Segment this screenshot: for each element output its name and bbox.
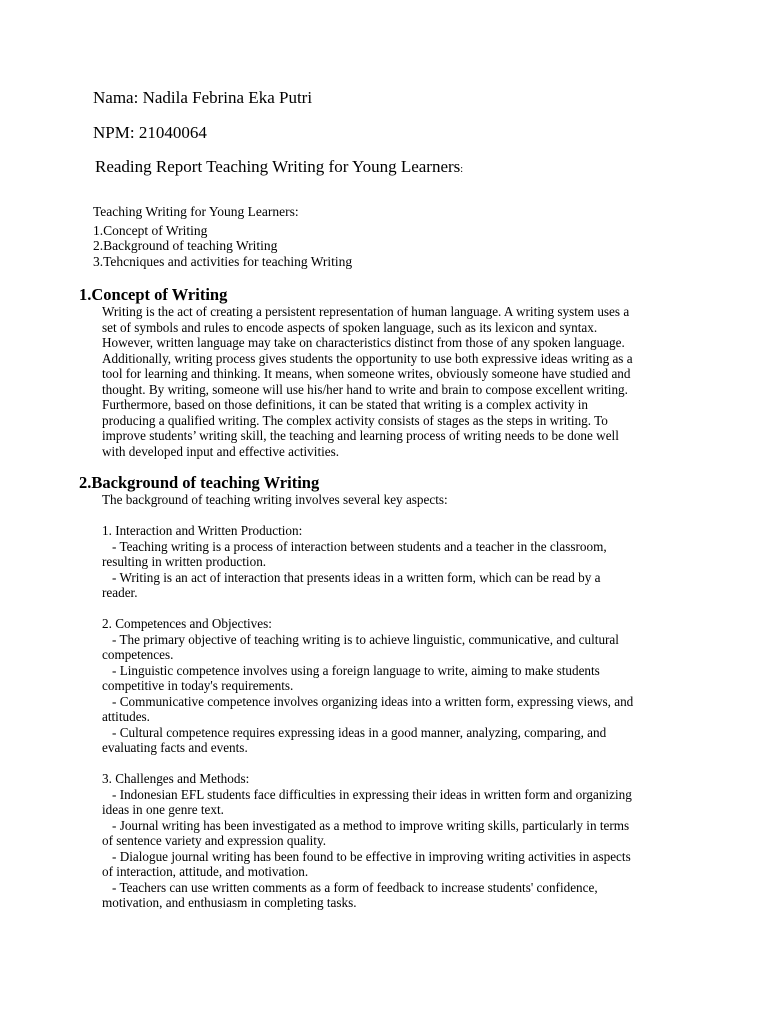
bullet-line: - Indonesian EFL students face difficulties in expressing their ideas in written form and organizing (112, 786, 632, 802)
paragraph-line: set of symbols and rules to encode aspects of spoken language, such as its lexicon and syntax. (102, 319, 598, 335)
section-2-intro: The background of teaching writing involves several key aspects: (102, 492, 448, 507)
paragraph-line: Additionally, writing process gives students the opportunity to use both expressive ideas writing as a (102, 350, 633, 366)
section-1-title: 1.Concept of Writing (79, 285, 228, 304)
bullet-line: - Teaching writing is a process of interaction between students and a teacher in the classroom, (112, 538, 607, 554)
bullet-continuation: attitudes. (102, 709, 150, 724)
bullet-continuation: evaluating facts and events. (102, 740, 248, 755)
bullet-continuation: of interaction, attitude, and motivation. (102, 864, 309, 879)
bullet-continuation: motivation, and enthusiasm in completing tasks. (102, 895, 357, 910)
toc-item: 1.Concept of Writing (93, 222, 208, 238)
bullet-continuation: ideas in one genre text. (102, 802, 224, 817)
table-of-contents (93, 204, 352, 269)
bullet-line: - Linguistic competence involves using a foreign language to write, aiming to make students (112, 662, 600, 678)
bullet-continuation: reader. (102, 585, 138, 600)
subsection-heading: 1. Interaction and Written Production: (102, 523, 303, 538)
subsection-heading: 2. Competences and Objectives: (102, 616, 272, 631)
toc-item: 2.Background of teaching Writing (93, 238, 278, 254)
section-1-body (102, 304, 677, 459)
bullet-continuation: resulting in written production. (102, 554, 267, 569)
subsection-heading: 3. Challenges and Methods: (102, 771, 250, 786)
bullet-continuation: of sentence variety and expression quality. (102, 833, 326, 848)
paragraph-line: tool for learning and thinking. It means, when someone writes, obviously someone have studied and (102, 366, 631, 381)
paragraph-line: Writing is the act of creating a persistent representation of human language. A writing system uses a (102, 304, 630, 319)
bullet-line: - The primary objective of teaching writing is to achieve linguistic, communicative, and cultural (112, 631, 619, 647)
paragraph-line: producing a qualified writing. The complex activity consists of stages as the steps in writing. To (102, 412, 608, 428)
paragraph-line: However, written language may take on characteristics distinct from those of any spoken language. (102, 335, 625, 350)
bullet-line: - Cultural competence requires expressing ideas in a good manner, analyzing, comparing, and (112, 724, 607, 740)
bullet-continuation: competitive in today's requirements. (102, 678, 294, 693)
student-name: Nama: Nadila Febrina Eka Putri (93, 88, 313, 107)
student-npm: NPM: 21040064 (93, 123, 207, 142)
bullet-line: - Teachers can use written comments as a form of feedback to increase students' confidence, (112, 879, 598, 895)
report-title-colon: : (460, 164, 464, 175)
toc-heading: Teaching Writing for Young Learners: (93, 204, 299, 219)
paragraph-line: thought. By writing, someone will use his/her hand to write and brain to compose excellent writing. (102, 381, 628, 397)
bullet-line: - Dialogue journal writing has been found to be effective in improving writing activities in aspects (112, 848, 631, 864)
toc-item: 3.Tehcniques and activities for teaching Writing (93, 253, 353, 269)
bullet-line: - Writing is an act of interaction that presents ideas in a written form, which can be read by a (112, 569, 601, 585)
bullet-continuation: competences. (102, 647, 174, 662)
paragraph-line: improve students’ writing skill, the teaching and learning process of writing needs to be done well (102, 428, 619, 443)
bullet-line: - Journal writing has been investigated as a method to improve writing skills, particularly in terms (112, 817, 630, 833)
bullet-line: - Communicative competence involves organizing ideas into a written form, expressing views, and (112, 693, 634, 709)
paragraph-line: with developed input and effective activities. (102, 443, 340, 459)
report-title-text: Reading Report Teaching Writing for Young Learners (95, 157, 461, 176)
paragraph-line: Furthermore, based on those definitions, it can be stated that writing is a complex activity in (102, 397, 588, 412)
report-title (95, 157, 463, 180)
section-2-body (102, 492, 677, 911)
section-2-title: 2.Background of teaching Writing (79, 473, 320, 492)
